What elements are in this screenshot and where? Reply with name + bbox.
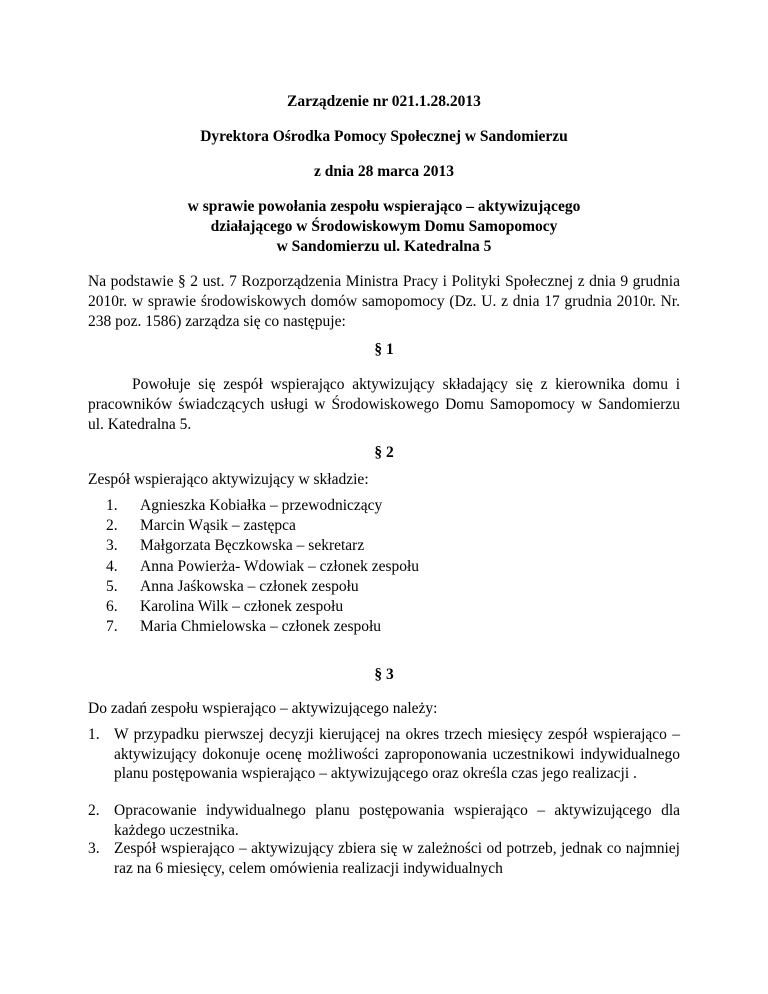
list-item-number: 6. bbox=[106, 597, 118, 615]
list-item bbox=[88, 839, 680, 878]
section-2-heading: § 2 bbox=[374, 444, 394, 461]
list-item bbox=[88, 557, 680, 577]
preamble-paragraph: Na podstawie § 2 ust. 7 Rozporządzenia Ministra Pracy i Polityki Społecznej z dnia 9 grudnia 2010r. w sprawie środowiskowych domów samopomocy (Dz. U. z dnia 17 grudnia 2010r. Nr. 238 poz. 1586) zarządza się co następuje: bbox=[88, 273, 680, 330]
list-item bbox=[88, 617, 680, 637]
members-list bbox=[88, 496, 680, 637]
list-item bbox=[88, 801, 680, 839]
list-item bbox=[88, 577, 680, 597]
section-1-text: Powołuje się zespół wspierająco aktywizujący składający się z kierownika domu i pracowników świadczących usługi w Środowiskowego Domu Samopomocy w Sandomierzu ul. Katedralna 5. bbox=[88, 376, 680, 433]
list-item-text: Maria Chmielowska – członek zespołu bbox=[140, 618, 382, 636]
document-title: Zarządzenie nr 021.1.28.2013 bbox=[287, 93, 481, 110]
document-date: z dnia 28 marca 2013 bbox=[313, 163, 455, 180]
list-item-text: Agnieszka Kobiałka – przewodniczący bbox=[140, 497, 383, 514]
list-item-text: Anna Jaśkowska – członek zespołu bbox=[140, 577, 359, 595]
section-3-heading: § 3 bbox=[374, 666, 394, 683]
list-item-number: 7. bbox=[106, 618, 118, 636]
list-item-number: 2. bbox=[88, 802, 100, 819]
list-item-text: Karolina Wilk – członek zespołu bbox=[140, 597, 344, 615]
list-item bbox=[88, 597, 680, 617]
list-item bbox=[88, 725, 680, 801]
document-issuer: Dyrektora Ośrodka Pomocy Społecznej w Sandomierzu bbox=[200, 128, 568, 145]
list-item-text: Anna Powierża- Wdowiak – członek zespołu bbox=[140, 557, 420, 575]
list-item-number: 3. bbox=[88, 840, 100, 857]
list-item-text: Marcin Wąsik – zastępca bbox=[140, 517, 296, 535]
section-2-intro: Zespół wspierająco aktywizujący w składzie: bbox=[88, 471, 369, 488]
subject-line-2: działającego w Środowiskowym Domu Samopomocy bbox=[210, 218, 558, 235]
list-item bbox=[88, 536, 680, 556]
list-item-number: 4. bbox=[106, 557, 118, 575]
section-1-heading: § 1 bbox=[374, 341, 394, 358]
list-item-text: Małgorzata Bęczkowska – sekretarz bbox=[140, 537, 365, 555]
list-item bbox=[88, 516, 680, 536]
list-item-number: 1. bbox=[88, 726, 100, 743]
section-3-intro: Do zadań zespołu wspierająco – aktywizującego należy: bbox=[88, 700, 438, 717]
tasks-list bbox=[88, 725, 680, 878]
list-item-number: 5. bbox=[106, 577, 118, 595]
list-item-number: 1. bbox=[106, 497, 118, 514]
list-item bbox=[88, 496, 680, 516]
list-item-text: W przypadku pierwszej decyzji kierującej na okres trzech miesięcy zespół wspierająco – aktywizujący dokonuje ocenę możliwości zaproponowania uczestnikowi indywidualnego planu postępowania wspierająco – aktywizującego oraz określa czas jego realizacji . bbox=[114, 726, 680, 782]
list-item-text: Zespół wspierająco – aktywizujący zbiera się w zależności od potrzeb, jednak co najmniej raz na 6 miesięcy, celem omówienia realizacji indywidualnych bbox=[114, 840, 680, 877]
list-item-number: 3. bbox=[106, 537, 118, 555]
list-item-number: 2. bbox=[106, 517, 118, 535]
subject-line-1: w sprawie powołania zespołu wspierająco – aktywizującego bbox=[187, 198, 581, 215]
subject-line-3: w Sandomierzu ul. Katedralna 5 bbox=[276, 238, 492, 255]
list-item-text: Opracowanie indywidualnego planu postępowania wspierająco – aktywizującego dla każdego uczestnika. bbox=[114, 802, 680, 839]
